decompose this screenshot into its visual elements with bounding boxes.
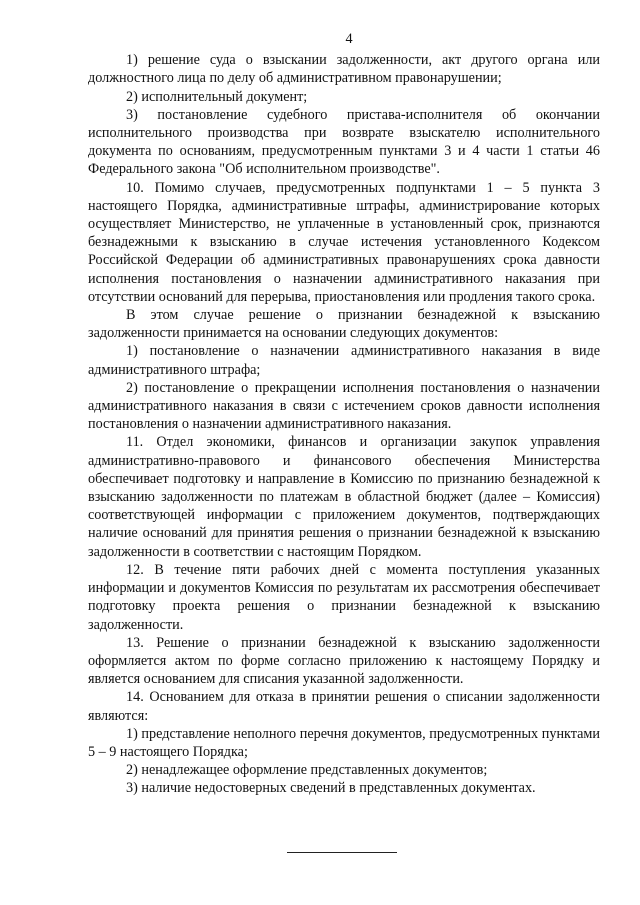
paragraph: 2) исполнительный документ; — [126, 88, 308, 105]
end-divider — [287, 852, 397, 853]
paragraph: 2) постановление о прекращении исполнения постановления о назначении административного наказания в связи с истечением сроков давности исполнения постановления о назначении административного наказания. — [88, 379, 600, 433]
page-number: 4 — [345, 31, 353, 47]
paragraph: 1) постановление о назначении административного наказания в виде административного штрафа; — [88, 343, 600, 378]
paragraph: 11. Отдел экономики, финансов и организации закупок управления административно-правового и финансового обеспечения Министерства обеспечивает подготовку и направление в Комиссию по признанию безнадежной к взысканию задолженности по платежам в областной бюджет (далее – Комиссия) соответствующей информации с приложением документов, подтверждающих наличие оснований для принятия решения о признании безнадежной к взысканию задолженности в соответствии с настоящим Порядком. — [88, 434, 600, 560]
paragraph: 3) постановление судебного пристава-исполнителя об окончании исполнительного производства при возврате взыскателю исполнительного документа по основаниям, предусмотренным пунктами 3 и 4 части 1 статьи 46 Федерального закона "Об исполнительном производстве". — [88, 106, 600, 178]
paragraph: 1) представление неполного перечня документов, предусмотренных пунктами 5 – 9 настоящего Порядка; — [88, 725, 600, 760]
paragraph: 13. Решение о признании безнадежной к взысканию задолженности оформляется актом по форме согласно приложению к настоящему Порядку и является основанием для списания указанной задолженности. — [88, 634, 600, 688]
paragraph: 2) ненадлежащее оформление представленных документов; — [126, 762, 488, 779]
paragraph: 1) решение суда о взыскании задолженности, акт другого органа или должностного лица по делу об административном правонарушении; — [88, 52, 600, 87]
paragraph: В этом случае решение о признании безнадежной к взысканию задолженности принимается на основании следующих документов: — [88, 307, 600, 342]
paragraph: 3) наличие недостоверных сведений в представленных документах. — [126, 780, 536, 797]
paragraph: 10. Помимо случаев, предусмотренных подпунктами 1 – 5 пункта 3 настоящего Порядка, административные штрафы, администрирование которых осуществляет Министерство, не уплаченные в установленный срок, признаются безнадежными к взысканию в случае истечения установленного Кодексом Российской Федерации об административных правонарушениях срока давности исполнения постановления о назначении административного наказания при отсутствии оснований для перерыва, приостановления или продления такого срока. — [88, 179, 600, 305]
paragraph: 14. Основанием для отказа в принятии решения о списании задолженности являются: — [88, 689, 600, 724]
paragraph: 12. В течение пяти рабочих дней с момента поступления указанных информации и документов Комиссия по результатам их рассмотрения обеспечивает подготовку проекта решения о признании безнадежной к взысканию задолженности. — [88, 561, 600, 633]
